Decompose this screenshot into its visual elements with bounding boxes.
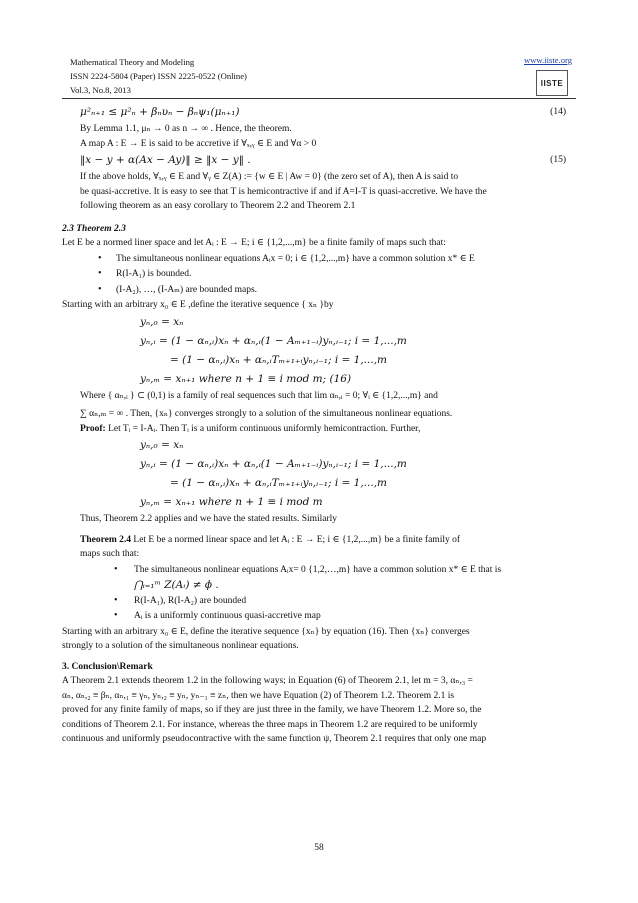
lemma-line: By Lemma 1.1, μₙ → 0 as n → ∞ . Hence, the theorem. <box>80 124 292 134</box>
conclusion-line: A Theorem 2.1 extends theorem 1.2 in the following ways; in Equation (6) of Theorem 2.1, let m = 3, αₙ,₃ = <box>62 676 473 686</box>
theorem-2-4-start: strongly to a solution of the simultaneous nonlinear equations. <box>62 641 299 651</box>
iteration-scheme-16: yₙ,₀ = xₙ yₙ,ᵢ = (1 − αₙ,ᵢ)xₙ + αₙ,ᵢ(1 − Aₘ₊₁₋ᵢ)yₙ,ᵢ₋₁; i = 1,...,m = (1 − αₙ,ᵢ)xₙ + αₙ,ᵢTₘ₊₁₊ᵢyₙ,ᵢ₋₁; i = 1,...,m yₙ,ₘ = xₙ₊₁ where n + 1 ≡ i mod m; (16) <box>140 315 407 385</box>
quasi-accretive-paragraph: following theorem as an easy corollary to Theorem 2.2 and Theorem 2.1 <box>80 201 356 211</box>
section-heading-2-3: 2.3 Theorem 2.3 <box>62 223 126 234</box>
journal-header <box>70 55 247 97</box>
start-line: Starting with an arbitrary x₀ ∈ E ,define the iterative sequence { xₙ }by <box>62 300 334 310</box>
equation-14: μ²ₙ₊₁ ≤ μ²ₙ + βₙυₙ − βₙψ₁(μₙ₊₁) (14) <box>62 103 576 122</box>
conclusion-line: conditions of Theorem 2.1. For instance, whereas the three maps in Theorem 1.2 are required to be uniformly <box>62 719 478 730</box>
page-number: 58 <box>314 843 324 853</box>
quasi-accretive-paragraph: If the above holds, ∀ₓ,ᵧ ∈ E and ∀ᵧ ∈ Z(A) := {w ∈ E | Aw = 0} (the zero set of A), then A is said to <box>80 172 459 182</box>
theorem-2-4-statement: Theorem 2.4 Let E be a normed linear space and let Aᵢ : E → E; i ∈ {1,2,...,m} be a finite family of <box>80 534 461 545</box>
page-body <box>62 103 576 747</box>
journal-issn: ISSN 2224-5804 (Paper) ISSN 2225-0522 (Online) <box>70 71 247 81</box>
accretive-definition: A map A : E → E is said to be accretive if ∀ₓ,ᵧ ∈ E and ∀α > 0 <box>80 138 317 149</box>
thus-line: Thus, Theorem 2.2 applies and we have the stated results. Similarly <box>80 514 338 524</box>
list-item: • Aᵢ is a uniformly continuous quasi-accretive map <box>62 609 576 624</box>
journal-url-link[interactable]: www.iiste.org <box>524 55 572 65</box>
journal-volume: Vol.3, No.8, 2013 <box>70 85 131 95</box>
theorem-2-4-statement: maps such that: <box>80 549 140 559</box>
sum-condition: ∑ αₙ,ₘ = ∞ . Then, {xₙ} converges strongly to a solution of the simultaneous nonlinear equations. <box>80 409 453 419</box>
equation-15: ‖x − y + α(Ax − Ay)‖ ≥ ‖x − y‖ . (15) <box>62 151 576 170</box>
quasi-accretive-paragraph: be quasi-accretive. It is easy to see that T is hemicontractive if and if A=I-T is quasi-accretive. We have the <box>80 186 487 197</box>
header-divider <box>62 98 576 99</box>
where-condition: Where { αₙ,ᵢ } ⊂ (0,1) is a family of real sequences such that lim αₙ,ᵢ = 0; ∀ᵢ ∈ {1,2,...,m} and <box>80 390 438 401</box>
section-heading-3: 3. Conclusion\Remark <box>62 661 153 672</box>
theorem-2-4-start: Starting with an arbitrary x₀ ∈ E, define the iterative sequence {xₙ} by equation (16). Then {xₙ} converges <box>62 626 470 637</box>
conclusion-line: continuous and uniformly pseudocontractive with the same function ψ, Theorem 2.1 requires that only one map <box>62 734 487 744</box>
list-item: • R(I-A₁) is bounded. <box>62 267 576 282</box>
equation-number: (15) <box>550 155 566 165</box>
conclusion-line: αₙ, αₙ,₂ ≡ βₙ, αₙ,₁ ≡ γₙ, yₙ,₂ ≡ yₙ, yₙ₋₁ ≡ zₙ, then we have Equation (2) of Theorem 1.2. Theorem 2.1 is <box>62 690 455 701</box>
proof-paragraph: Proof: Let Tᵢ = I-Aᵢ. Then Tᵢ is a uniform continuous uniformly hemicontraction. Further, <box>80 423 421 434</box>
list-item: • (I-A₂), …, (I-Aₘ) are bounded maps. <box>62 283 576 298</box>
theorem-2-3-intro: Let E be a normed liner space and let Aᵢ : E → E; i ∈ {1,2,...,m} be a finite family of maps such that: <box>62 238 446 248</box>
list-item: • The simultaneous nonlinear equations Aᵢx = 0; i ∈ {1,2,...,m} have a common solution x* ∈ E <box>62 252 576 267</box>
theorem-2-4-label: Theorem 2.4 <box>80 534 132 545</box>
intersection-condition: ⋂ᵢ₌₁ᵐ Z(Aᵢ) ≠ ϕ . <box>134 579 219 591</box>
iteration-scheme-proof: yₙ,₀ = xₙ yₙ,ᵢ = (1 − αₙ,ᵢ)xₙ + αₙ,ᵢ(1 − Aₘ₊₁₋ᵢ)yₙ,ᵢ₋₁; i = 1,...,m = (1 − αₙ,ᵢ)xₙ + αₙ,ᵢTₘ₊₁₊ᵢyₙ,ᵢ₋₁; i = 1,...,m yₙ,ₘ = xₙ₊₁ where n + 1 ≡ i mod m <box>140 439 407 508</box>
iiste-logo-icon: IISTE <box>536 70 568 96</box>
journal-name: Mathematical Theory and Modeling <box>70 57 195 67</box>
list-item: • R(I-A₁), R(I-A₂) are bounded <box>62 594 576 609</box>
equation-number: (14) <box>550 107 566 117</box>
proof-label: Proof: <box>80 423 106 434</box>
conclusion-line: proved for any finite family of maps, so if they are just three in the family, we have Theorem 1.2. More so, the <box>62 705 482 715</box>
list-item: • The simultaneous nonlinear equations Aᵢx= 0 {1,2,…,m} have a common solution x* ∈ E that is <box>62 563 576 578</box>
